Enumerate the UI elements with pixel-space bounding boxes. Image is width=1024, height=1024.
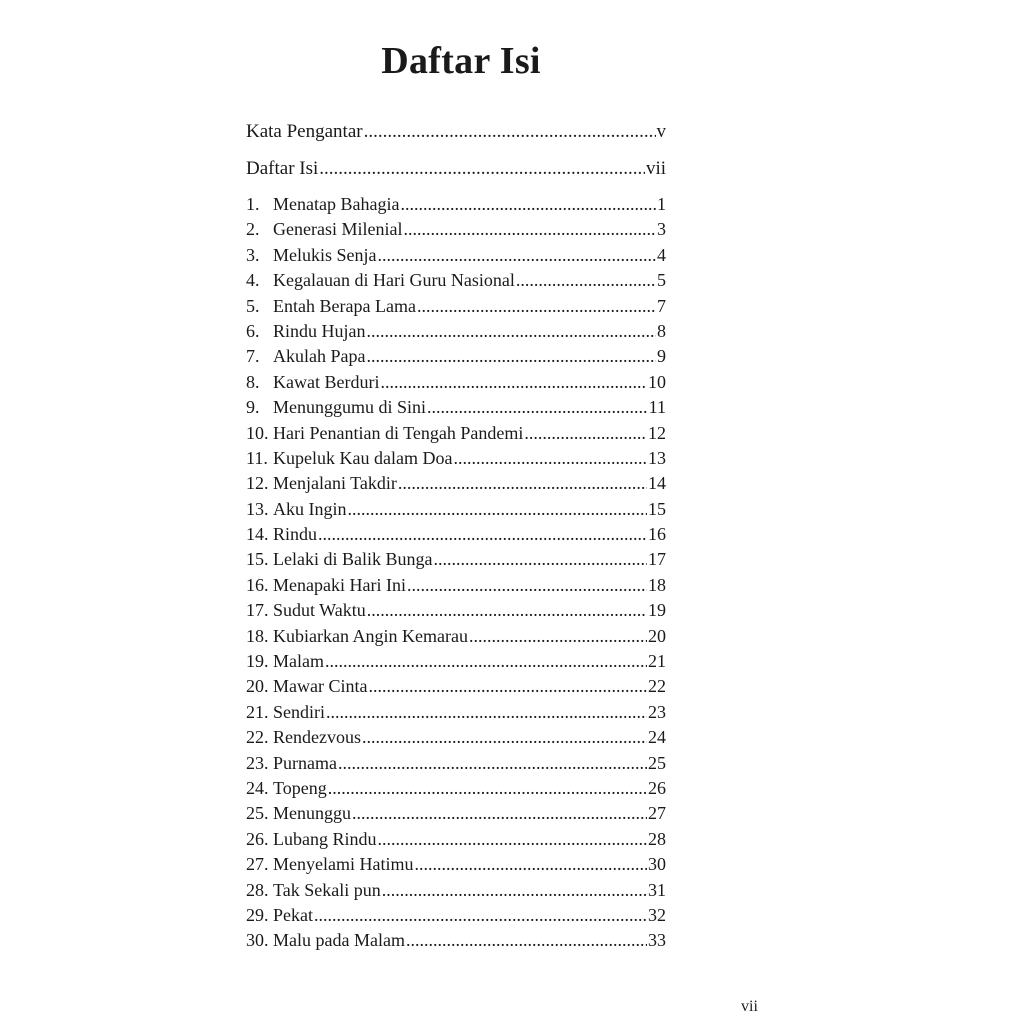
toc-entry xyxy=(246,878,666,903)
dot-leader xyxy=(328,776,647,801)
toc-entry-title: Malam xyxy=(273,651,324,672)
toc-entry-title: Menunggumu di Sini xyxy=(273,397,427,418)
dot-leader xyxy=(314,903,647,928)
toc-entry xyxy=(246,446,666,471)
toc-entry xyxy=(246,725,666,750)
toc-entry-page: 10 xyxy=(648,371,666,392)
toc-entry-title: Menatap Bahagia xyxy=(273,194,400,214)
toc-entry-number: 7. xyxy=(246,346,260,367)
toc-entry-number: 4. xyxy=(246,270,260,291)
toc-entry-page: 25 xyxy=(648,752,666,773)
table-of-contents xyxy=(246,118,666,954)
dot-leader xyxy=(400,192,656,217)
toc-entry xyxy=(246,155,666,192)
toc-entry xyxy=(246,118,666,155)
toc-entry-title: Malu pada Malam xyxy=(273,930,405,951)
toc-entry-title: Tak Sekali pun xyxy=(273,879,381,900)
toc-entry xyxy=(246,903,666,928)
toc-entry-page: 9 xyxy=(657,346,666,367)
front-matter-list xyxy=(246,118,666,192)
toc-entry-number: 29. xyxy=(246,904,269,925)
dot-leader xyxy=(352,801,647,826)
toc-entry-page: 12 xyxy=(648,422,666,443)
toc-entry-page: 27 xyxy=(648,803,666,824)
toc-entry xyxy=(246,421,666,446)
dot-leader xyxy=(326,700,647,725)
toc-entry-number: 3. xyxy=(246,244,260,265)
toc-entry-page: 17 xyxy=(648,549,666,570)
toc-entry xyxy=(246,598,666,623)
dot-leader xyxy=(366,344,656,369)
toc-entry-number: 8. xyxy=(246,371,260,392)
toc-entry-page: 14 xyxy=(648,473,666,494)
toc-entry-page: 28 xyxy=(648,828,666,849)
dot-leader xyxy=(380,370,647,395)
toc-entry-page: 3 xyxy=(657,219,666,240)
toc-entry xyxy=(246,370,666,395)
dot-leader xyxy=(325,649,647,674)
dot-leader xyxy=(367,598,647,623)
toc-entry-page: 16 xyxy=(648,524,666,545)
toc-entry-number: 6. xyxy=(246,320,260,341)
dot-leader xyxy=(338,751,647,776)
toc-entry-title: Hari Penantian di Tengah Pandemi xyxy=(273,422,524,443)
toc-entry-number: 25. xyxy=(246,803,269,824)
toc-entry-number: 19. xyxy=(246,651,269,672)
dot-leader xyxy=(364,118,656,146)
toc-entry xyxy=(246,268,666,293)
dot-leader xyxy=(318,522,647,547)
toc-entry-page: 20 xyxy=(648,625,666,646)
toc-entry-number: 15. xyxy=(246,549,269,570)
toc-entry-page: 18 xyxy=(648,574,666,595)
toc-entry xyxy=(246,522,666,547)
dot-leader xyxy=(362,725,647,750)
toc-entry xyxy=(246,776,666,801)
toc-entry-number: 28. xyxy=(246,879,269,900)
toc-entry-page: 11 xyxy=(648,397,666,418)
toc-entry xyxy=(246,674,666,699)
toc-entry-title: Akulah Papa xyxy=(273,346,366,367)
toc-entry-title: Menjalani Takdir xyxy=(273,473,397,494)
toc-entry-title: Mawar Cinta xyxy=(273,676,368,697)
toc-entry xyxy=(246,573,666,598)
toc-entry xyxy=(246,852,666,877)
toc-entry-number: 30. xyxy=(246,930,269,951)
toc-entry xyxy=(246,192,666,217)
dot-leader xyxy=(378,243,657,268)
toc-entry xyxy=(246,801,666,826)
toc-entry-page: 5 xyxy=(657,270,666,291)
toc-entry-title: Aku Ingin xyxy=(273,498,347,519)
toc-entry-number: 20. xyxy=(246,676,269,697)
toc-entry xyxy=(246,243,666,268)
dot-leader xyxy=(417,294,656,319)
dot-leader xyxy=(378,827,648,852)
toc-entry-title: Menunggu xyxy=(273,803,351,824)
toc-entry-number: 26. xyxy=(246,828,269,849)
toc-entry-page: 22 xyxy=(648,676,666,697)
toc-entry-title: Pekat xyxy=(273,904,313,925)
toc-entry-page: vii xyxy=(645,158,666,179)
toc-entry-page: 30 xyxy=(648,854,666,875)
toc-entry-page: 31 xyxy=(648,879,666,900)
toc-entry xyxy=(246,497,666,522)
toc-entry xyxy=(246,624,666,649)
toc-entry-number: 24. xyxy=(246,777,269,798)
toc-entry-title: Lelaki di Balik Bunga xyxy=(273,549,433,570)
toc-entry-number: 23. xyxy=(246,752,269,773)
toc-entry-title: Rendezvous xyxy=(273,727,361,748)
toc-entry-page: 24 xyxy=(648,727,666,748)
toc-entry-title: Kata Pengantar xyxy=(246,121,363,142)
toc-entry-title: Melukis Senja xyxy=(273,244,377,265)
toc-entry-title: Purnama xyxy=(273,752,337,773)
toc-entry xyxy=(246,649,666,674)
toc-entry-page: 8 xyxy=(657,320,666,341)
toc-entry-number: 27. xyxy=(246,854,269,875)
toc-entry-number: 14. xyxy=(246,524,269,545)
toc-entry-title: Kegalauan di Hari Guru Nasional xyxy=(273,270,515,291)
toc-entry-page: 26 xyxy=(648,777,666,798)
toc-entry-page: v xyxy=(656,121,666,142)
toc-entry-title: Daftar Isi xyxy=(246,158,319,179)
dot-leader xyxy=(433,547,647,572)
toc-entry-title: Menapaki Hari Ini xyxy=(273,574,406,595)
toc-entry-title: Rindu xyxy=(273,524,318,545)
dot-leader xyxy=(368,674,647,699)
toc-entry-number: 22. xyxy=(246,727,269,748)
toc-entry xyxy=(246,344,666,369)
toc-entry-title: Kupeluk Kau dalam Doa xyxy=(273,447,453,468)
dot-leader xyxy=(407,573,647,598)
dot-leader xyxy=(319,155,645,183)
toc-entry-number: 11. xyxy=(246,447,268,468)
toc-entry xyxy=(246,217,666,242)
dot-leader xyxy=(367,319,657,344)
toc-entry-page: 13 xyxy=(648,447,666,468)
toc-entry-title: Lubang Rindu xyxy=(273,828,377,849)
toc-entry-page: 33 xyxy=(648,930,666,951)
toc-entry xyxy=(246,395,666,420)
toc-entry-title: Entah Berapa Lama xyxy=(273,295,416,316)
page-number: vii xyxy=(741,998,758,1015)
toc-entry-title: Sudut Waktu xyxy=(273,600,366,621)
dot-leader xyxy=(398,471,647,496)
toc-entry-page: 7 xyxy=(657,295,666,316)
toc-entry-number: 17. xyxy=(246,600,269,621)
toc-entry-page: 32 xyxy=(648,904,666,925)
toc-entry-number: 10. xyxy=(246,422,269,443)
toc-entry-number: 13. xyxy=(246,498,269,519)
toc-entry-title: Menyelami Hatimu xyxy=(273,854,414,875)
toc-entry-title: Kubiarkan Angin Kemarau xyxy=(273,625,468,646)
toc-entry xyxy=(246,751,666,776)
dot-leader xyxy=(516,268,656,293)
toc-entry-page: 21 xyxy=(648,651,666,672)
chapter-list xyxy=(246,192,666,954)
toc-entry xyxy=(246,319,666,344)
toc-entry-page: 1 xyxy=(657,194,666,214)
dot-leader xyxy=(382,878,647,903)
toc-entry xyxy=(246,827,666,852)
dot-leader xyxy=(406,928,647,953)
toc-entry-number: 1. xyxy=(246,194,260,214)
toc-entry xyxy=(246,294,666,319)
toc-entry-page: 23 xyxy=(648,701,666,722)
dot-leader xyxy=(524,421,647,446)
toc-entry-title: Rindu Hujan xyxy=(273,320,366,341)
toc-entry-page: 15 xyxy=(648,498,666,519)
toc-entry-number: 5. xyxy=(246,295,260,316)
toc-entry xyxy=(246,471,666,496)
toc-entry-number: 9. xyxy=(246,397,260,418)
toc-entry-number: 18. xyxy=(246,625,269,646)
toc-entry-number: 21. xyxy=(246,701,269,722)
dot-leader xyxy=(348,497,648,522)
toc-entry xyxy=(246,928,666,953)
dot-leader xyxy=(453,446,647,471)
toc-entry-title: Kawat Berduri xyxy=(273,371,380,392)
page-title: Daftar Isi xyxy=(381,40,541,83)
toc-entry xyxy=(246,700,666,725)
toc-entry-number: 2. xyxy=(246,219,260,240)
toc-entry-title: Generasi Milenial xyxy=(273,219,403,240)
dot-leader xyxy=(403,217,656,242)
toc-entry-title: Topeng xyxy=(273,777,327,798)
dot-leader xyxy=(427,395,648,420)
dot-leader xyxy=(414,852,647,877)
toc-entry-title: Sendiri xyxy=(273,701,325,722)
toc-entry-page: 19 xyxy=(648,600,666,621)
toc-entry-page: 4 xyxy=(657,244,666,265)
toc-entry xyxy=(246,547,666,572)
dot-leader xyxy=(469,624,647,649)
toc-entry-number: 16. xyxy=(246,574,269,595)
toc-entry-number: 12. xyxy=(246,473,269,494)
